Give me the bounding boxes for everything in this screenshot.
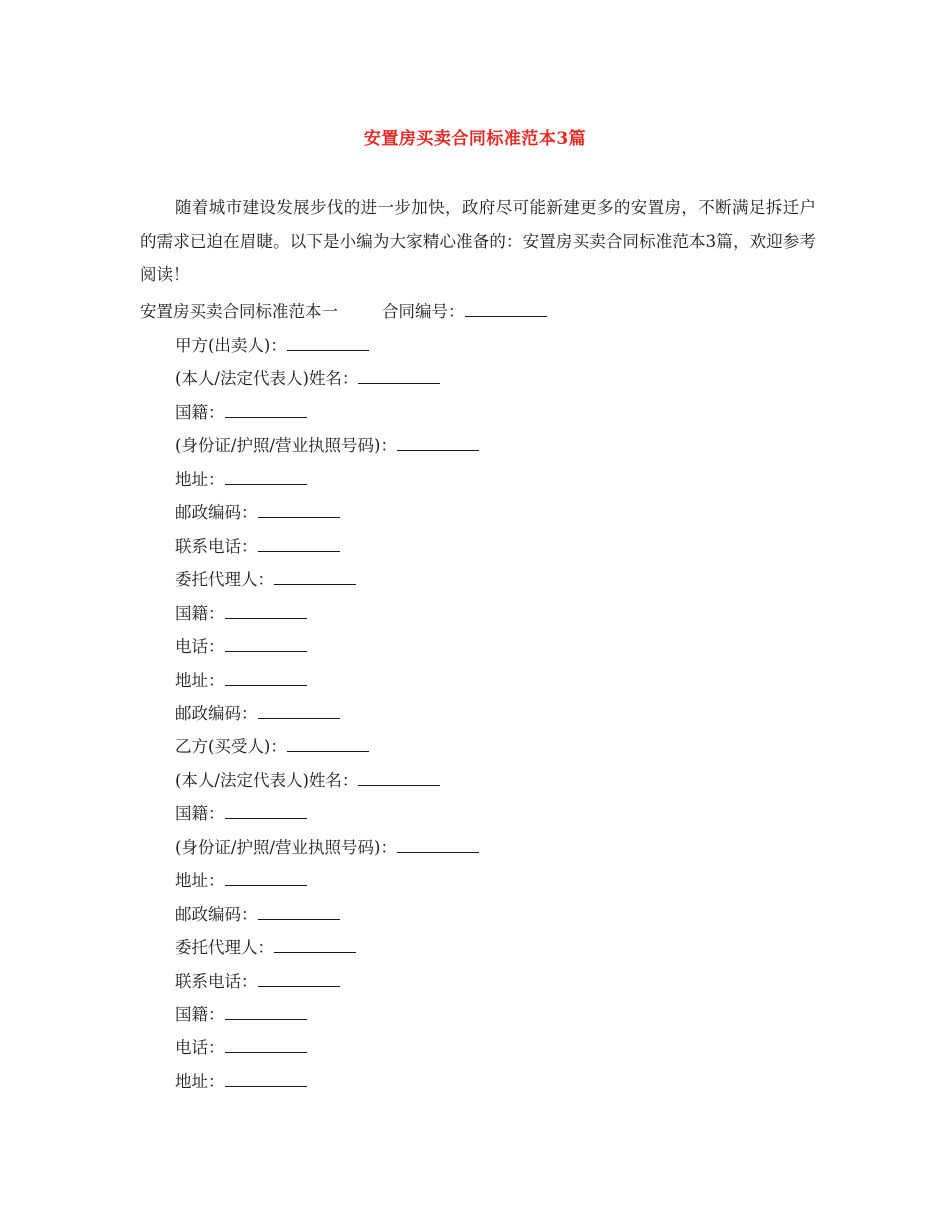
field-label: 邮政编码：: [175, 703, 258, 723]
field-label: 联系电话：: [175, 971, 258, 991]
field-label: 地址：: [175, 871, 225, 891]
field-line: [175, 771, 440, 791]
field-line: [175, 403, 307, 423]
field-label: (身份证/护照/营业执照号码)：: [175, 837, 397, 857]
field-line: [175, 369, 440, 389]
contract-number-label: 合同编号：: [382, 302, 465, 321]
field-line: [175, 1072, 307, 1092]
contract-header-line: [140, 302, 547, 322]
section-title: 安置房买卖合同标准范本一: [140, 302, 338, 321]
field-line: [175, 1005, 307, 1025]
field-line: [175, 637, 307, 657]
field-label: 甲方(出卖人)：: [175, 336, 287, 355]
field-blank: [225, 403, 307, 418]
field-label: 乙方(买受人)：: [175, 737, 287, 757]
field-blank: [225, 604, 307, 619]
field-line: [175, 436, 479, 456]
field-line: [175, 905, 340, 925]
field-blank: [258, 503, 340, 518]
contract-number-blank: [465, 302, 547, 317]
field-line: [175, 671, 307, 691]
field-blank: [274, 570, 356, 585]
field-line: [175, 336, 369, 356]
field-label: 联系电话：: [175, 536, 258, 556]
field-line: [175, 503, 340, 523]
field-label: 地址：: [175, 670, 225, 690]
field-line: [175, 938, 356, 958]
field-label: 国籍：: [175, 804, 225, 824]
field-blank: [225, 804, 307, 819]
field-line: [175, 871, 307, 891]
field-line: [175, 838, 479, 858]
field-label: 国籍：: [175, 603, 225, 623]
field-blank: [358, 369, 440, 384]
field-line: [175, 972, 340, 992]
field-blank: [258, 704, 340, 719]
field-label: 电话：: [175, 637, 225, 657]
field-label: 地址：: [175, 469, 225, 489]
field-label: 委托代理人：: [175, 938, 274, 958]
field-blank: [287, 336, 369, 351]
field-label: 国籍：: [175, 1005, 225, 1024]
field-blank: [274, 938, 356, 953]
field-blank: [397, 436, 479, 451]
intro-paragraph: 随着城市建设发展步伐的进一步加快，政府尽可能新建更多的安置房，不断满足拆迁户的需求已迫在眉睫。以下是小编为大家精心准备的：安置房买卖合同标准范本3篇，欢迎参考阅读！: [140, 198, 816, 284]
field-line: [175, 737, 369, 757]
field-line: [175, 537, 340, 557]
field-label: 邮政编码：: [175, 904, 258, 924]
field-line: [175, 570, 356, 590]
field-blank: [258, 537, 340, 552]
field-line: [175, 804, 307, 824]
field-blank: [358, 771, 440, 786]
field-label: 地址：: [175, 1071, 225, 1091]
field-label: 国籍：: [175, 402, 225, 422]
field-label: 邮政编码：: [175, 503, 258, 523]
field-blank: [225, 1072, 307, 1087]
field-label: 委托代理人：: [175, 570, 274, 590]
field-blank: [225, 671, 307, 686]
field-label: (本人/法定代表人)姓名：: [175, 770, 359, 790]
field-line: [175, 704, 340, 724]
field-line: [175, 1038, 307, 1058]
field-blank: [225, 470, 307, 485]
field-line: [175, 470, 307, 490]
field-label: 电话：: [175, 1038, 225, 1058]
field-blank: [287, 737, 369, 752]
field-blank: [225, 637, 307, 652]
field-label: (本人/法定代表人)姓名：: [175, 369, 359, 389]
field-blank: [225, 1005, 307, 1020]
field-blank: [225, 871, 307, 886]
field-blank: [397, 838, 479, 853]
field-label: (身份证/护照/营业执照号码)：: [175, 436, 397, 456]
field-blank: [258, 905, 340, 920]
field-line: [175, 604, 307, 624]
document-title: 安置房买卖合同标准范本3篇: [363, 129, 587, 149]
field-blank: [258, 972, 340, 987]
field-blank: [225, 1038, 307, 1053]
